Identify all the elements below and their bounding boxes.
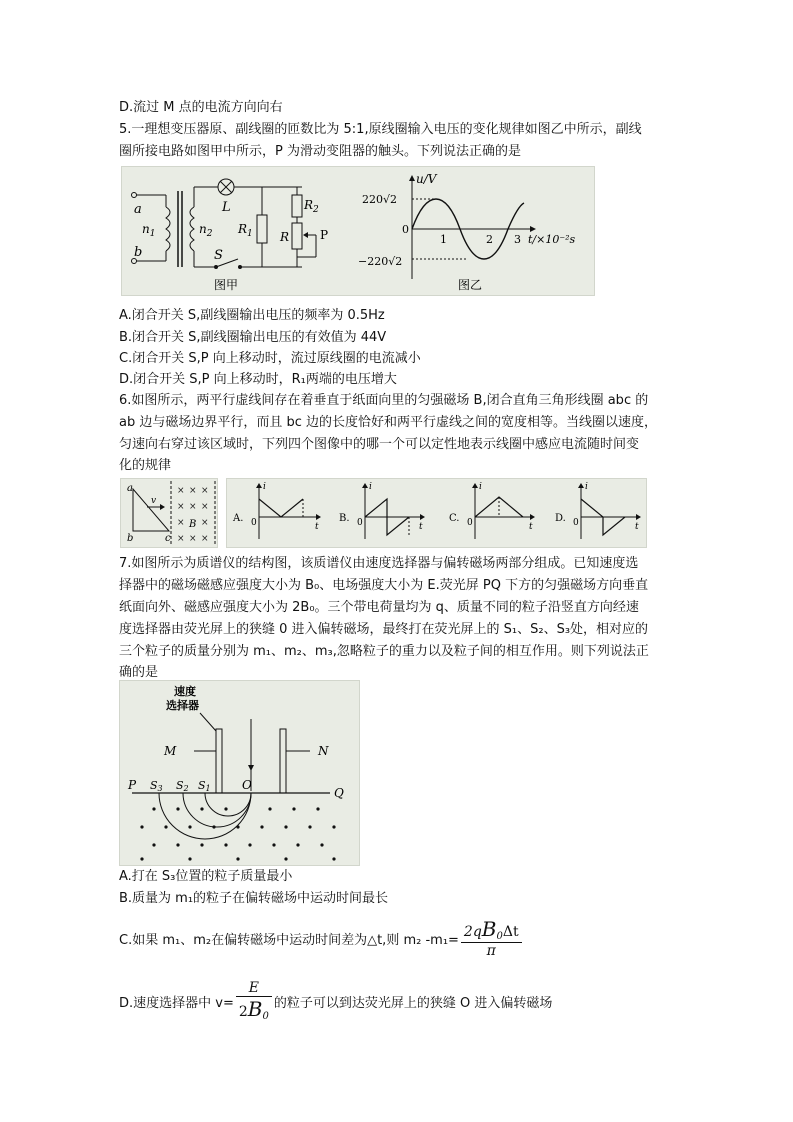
svg-text:×: × [189,502,197,512]
q7-label-P: P [128,778,137,792]
q7-title-2: 选择器 [166,699,199,712]
q6-graphs-figure [226,478,647,548]
q7-label-Q: Q [334,786,344,800]
wave-xlabel: t/×10⁻²s [528,233,576,246]
svg-text:×: × [177,486,185,496]
q6-label-B: B [189,519,197,530]
q7-stem-line-4: 度选择器由荧光屏上的狭缝 0 进入偏转磁场，最终打在荧光屏上的 S₁、S₂、S₃处，相对应的 [119,622,649,637]
svg-text:t: t [315,522,319,532]
graph-a-label: A. [233,513,244,524]
resistor-r1 [257,215,267,243]
q6-label-b: b [127,533,134,544]
q7-option-b: B.质量为 m₁的粒子在偏转磁场中运动时间最长 [119,891,389,906]
svg-text:0: 0 [573,518,579,528]
q7-title-1: 速度 [174,685,196,698]
svg-text:i: i [585,482,588,492]
svg-text:t: t [529,522,533,532]
q7-label-N: N [318,744,329,758]
svg-text:×: × [177,518,185,528]
svg-text:0: 0 [467,518,473,528]
q5-option-c: C.闭合开关 S,P 向上移动时，流过原线圈的电流减小 [119,351,421,366]
rheostat-r [292,223,302,249]
wave-x2: 2 [486,233,493,246]
wave-ybot: −220√2 [358,255,403,268]
q5-label-R1: $R_1$ [238,222,253,239]
svg-text:×: × [189,486,197,496]
q5-label-R: R [280,230,290,244]
graph-b-label: B. [339,513,350,524]
q7-option-c-fraction: $\frac{2qB_0\Delta t}{\pi}$ [461,917,522,959]
q7-option-d-fraction: $\frac{E}{2B_0}$ [236,980,272,1022]
svg-text:×: × [201,486,209,496]
graph-d-label: D. [555,513,566,524]
q7-option-d-post: 的粒子可以到达荧光屏上的狭缝 O 进入偏转磁场 [273,995,553,1011]
q7-label-S2: S2 [176,779,189,793]
q7-stem-line-3: 纸面向外、磁感应强度大小为 2B₀。三个带电荷量均为 q、质量不同的粒子沿竖直方向经速 [119,600,639,615]
q5-label-P: P [320,228,329,242]
q6-stem-line-1: 6.如图所示，两平行虚线间存在着垂直于纸面向里的匀强磁场 B,闭合直角三角形线圈 abc 的 [119,393,649,408]
q7-stem-line-6: 确的是 [119,665,159,680]
q5-caption-yi: 图乙 [458,278,483,292]
q6-setup-figure [120,478,218,548]
q7-label-S1: S1 [198,779,211,793]
q6-stem-line-4: 化的规律 [119,458,172,473]
q5-stem-line-1: 5.一理想变压器原、副线圈的匝数比为 5:1,原线圈输入电压的变化规律如图乙中所示，副线 [119,122,642,137]
q6-label-a: a [127,483,133,494]
graph-c-label: C. [449,513,460,524]
graph-c [449,482,535,539]
svg-text:×: × [201,534,209,544]
wave-x1: 1 [440,233,447,246]
q7-stem-line-1: 7.如图所示为质谱仪的结构图，该质谱仪由速度选择器与偏转磁场两部分组成。已知速度选 [119,556,639,571]
q5-label-a: a [134,202,142,217]
svg-text:t: t [419,522,423,532]
q6-stem-line-2: ab 边与磁场边界平行，而且 bc 边的长度恰好和两平行虚线之间的宽度相等。当线圈以速度， [119,415,658,430]
q5-label-n1: $n_1$ [142,222,156,239]
q7-option-d [119,976,552,1026]
selector-left-plate [216,729,222,793]
resistor-r2 [292,195,302,217]
svg-text:0: 0 [251,518,257,528]
q6-label-c: c [165,533,171,544]
svg-text:t: t [635,522,639,532]
wave-ytop: 220√2 [362,193,398,206]
q7-option-c-text: C.如果 m₁、m₂在偏转磁场中运动时间差为△t,则 m₂ -m₁= [119,932,459,948]
wave-origin: 0 [402,223,409,236]
q5-stem-line-2: 圈所接电路如图甲中所示，P 为滑动变阻器的触头。下列说法正确的是 [119,144,521,159]
svg-text:×: × [177,502,185,512]
q7-option-d-pre: D.速度选择器中 v= [119,995,234,1011]
svg-text:i: i [263,482,266,492]
q7-mass-spectrometer-figure [119,680,360,866]
svg-text:0: 0 [357,518,363,528]
q5-option-a: A.闭合开关 S,副线圈输出电压的频率为 0.5Hz [119,308,385,323]
q7-label-S3: S3 [150,779,163,793]
q7-option-c [119,916,524,960]
svg-text:×: × [189,534,197,544]
q5-label-n2: $n_2$ [199,222,213,239]
graph-a [232,482,321,539]
field-dots [140,807,335,860]
q7-option-a: A.打在 S₃位置的粒子质量最小 [119,869,293,884]
graph-b [339,482,425,539]
graph-d [555,482,641,539]
wave-ylabel: u/V [416,172,437,186]
q6-stem-line-3: 匀速向右穿过该区域时，下列四个图像中的哪一个可以定性地表示线圈中感应电流随时间变 [119,437,640,452]
wave-x3: 3 [514,233,521,246]
secondary-coil [190,207,194,251]
svg-text:i: i [479,482,482,492]
svg-text:×: × [177,534,185,544]
q7-label-O: O [242,778,252,792]
q5-figure [121,166,595,296]
q5-option-d: D.闭合开关 S,P 向上移动时，R₁两端的电压增大 [119,372,397,387]
q5-label-S: S [214,248,223,263]
q5-caption-jia: 图甲 [214,278,239,292]
q5-label-L: L [222,200,231,215]
q7-stem-line-5: 三个粒子的质量分别为 m₁、m₂、m₃,忽略粒子的重力以及粒子间的相互作用。则下列说法正 [119,644,649,659]
q5-option-b: B.闭合开关 S,副线圈输出电压的有效值为 44V [119,330,387,345]
trajectory-3 [159,793,251,839]
selector-right-plate [280,729,286,793]
trajectory-1 [205,793,251,816]
primary-coil [166,207,170,251]
svg-text:×: × [201,502,209,512]
q5-label-b: b [134,245,143,260]
q5-label-R2: $R_2$ [304,198,319,215]
svg-text:i: i [369,482,372,492]
q6-label-v: v [151,496,157,506]
svg-text:×: × [201,518,209,528]
q7-label-M: M [164,744,177,758]
q4-option-d: D.流过 M 点的电流方向向右 [119,100,283,115]
q7-stem-line-2: 择器中的磁场磁感应强度大小为 B₀、电场强度大小为 E.荧光屏 PQ 下方的匀强磁场方向垂直 [119,578,649,593]
